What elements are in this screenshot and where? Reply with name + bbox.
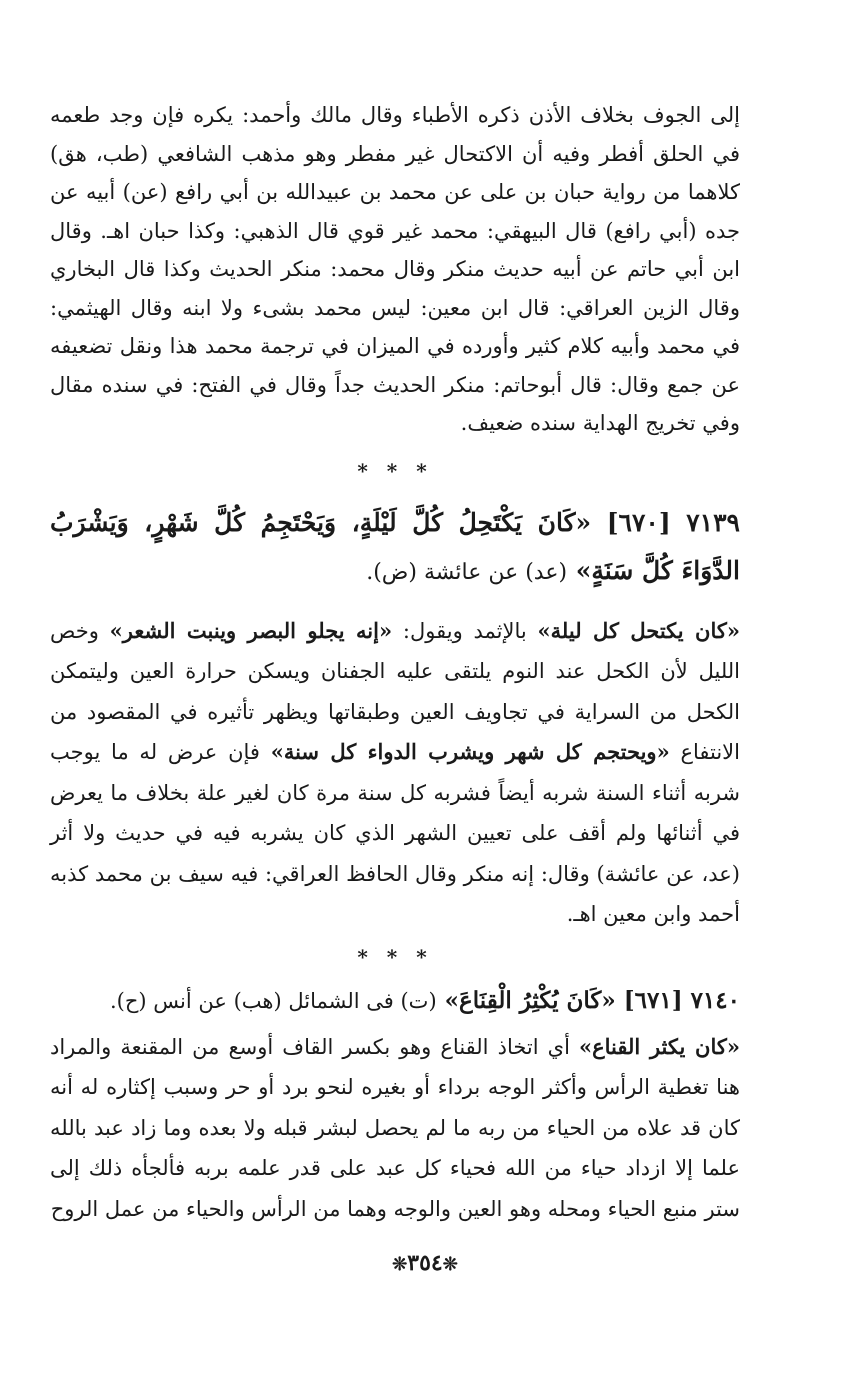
commentary-paragraph-2 <box>50 611 740 935</box>
hadith-text: «كَانَ يَكْتَحِلُ كُلَّ لَيْلَةٍ، وَيَحْتَجِمُ كُلَّ شَهْرٍ، وَيَشْرَبُ الدَّوَاءَ كُلَّ سَنَةٍ» <box>50 507 740 585</box>
hadith-entry-7140 <box>50 979 740 1023</box>
ornament-icon: ❊ <box>442 1254 458 1275</box>
quoted-phrase: «كان يكتحل كل ليلة» <box>537 617 741 643</box>
hadith-text: «كَانَ يُكْثِرُ الْقِنَاعَ» <box>444 986 616 1014</box>
hadith-number: ٧١٣٩ [٦٧٠] <box>606 507 740 537</box>
page-number-text: ٣٥٤ <box>407 1250 443 1276</box>
hadith-entry-7139 <box>50 499 740 597</box>
page-body <box>50 96 740 1229</box>
hadith-reference: (عد) عن عائشة (ض). <box>366 559 568 585</box>
quoted-phrase: «كان يكثر القناع» <box>579 1033 740 1059</box>
commentary-text: فإن عرض له ما يوجب شربه أثناء السنة شربه أيضاً فشربه كل سنة مرة كان لغير علة بخلاف ما يعرض في أثنائها ولم أقف على تعيين الشهر الذي كان يشربه فيه في حديث ولا أثر (عد، عن عائشة) وقال: إنه منكر وقال الحافظ العراقي: فيه سيف بن محمد كذبه أحمد وابن معين اهـ. <box>50 740 740 926</box>
commentary-text: وخص الليل لأن الكحل عند النوم يلتقى عليه الجفنان ويسكن حرارة العين وليتمكن الكحل من السراية في تجاويف العين وطبقاتها ويظهر تأثيره في المقصود من الانتفاع <box>50 618 740 764</box>
section-separator: * * * <box>357 944 433 969</box>
commentary-paragraph-1: إلى الجوف بخلاف الأذن ذكره الأطباء وقال مالك وأحمد: يكره فإن وجد طعمه في الحلق أفطر وفيه أن الاكتحال غير مفطر وهو مذهب الشافعي (طب، هق) كلاهما من رواية حبان بن على عن محمد بن عبيدالله بن أبي رافع (عن) أبيه عن جده (أبي رافع) قال البيهقي: محمد غير قوي قال الذهبي: وكذا حبان اهـ. وقال ابن أبي حاتم عن أبيه حديث منكر وقال محمد: منكر الحديث وكذا قال البخاري وقال الزين العراقي: قال ابن معين: ليس محمد بشىء ولا ابنه وقال الهيثمي: في محمد وأبيه كلام كثير وأورده في الميزان في ترجمة محمد هذا ونقل تضعيفه عن جمع وقال: قال أبوحاتم: منكر الحديث جداً وقال في الفتح: في سنده مقال وفي تخريج الهداية سنده ضعيف. <box>50 103 741 435</box>
ornament-icon: ❊ <box>392 1254 408 1275</box>
quoted-phrase: «ويحتجم كل شهر ويشرب الدواء كل سنة» <box>270 739 670 764</box>
section-separator: * * * <box>357 458 433 483</box>
page-number <box>0 1250 850 1276</box>
commentary-paragraph-3 <box>50 1027 740 1230</box>
commentary-text: بالإثمد ويقول: <box>392 618 538 643</box>
hadith-number: ٧١٤٠ [٦٧١] <box>623 986 740 1014</box>
commentary-text: أي اتخاذ القناع وهو بكسر القاف أوسع من المقنعة والمراد هنا تغطية الرأس وأكثر الوجه برداء أو بغيره لنحو برد أو حر وسبب إكثاره له أنه كان قد علاه من الحياء من ربه ما لم يحصل لبشر قبله ولا بعده وما زاد عبد بالله علما إلا ازداد حياء من الله فحياء كل عبد على قدر علمه بربه فألجأه ذلك إلى ستر منبع الحياء ومحله وهو العين والوجه وهما من الرأس والحياء من عمل الروح <box>50 1034 740 1221</box>
hadith-reference: (ت) فى الشمائل (هب) عن أنس (ح). <box>109 988 437 1013</box>
quoted-phrase: «إنه يجلو البصر وينبت الشعر» <box>109 617 393 643</box>
